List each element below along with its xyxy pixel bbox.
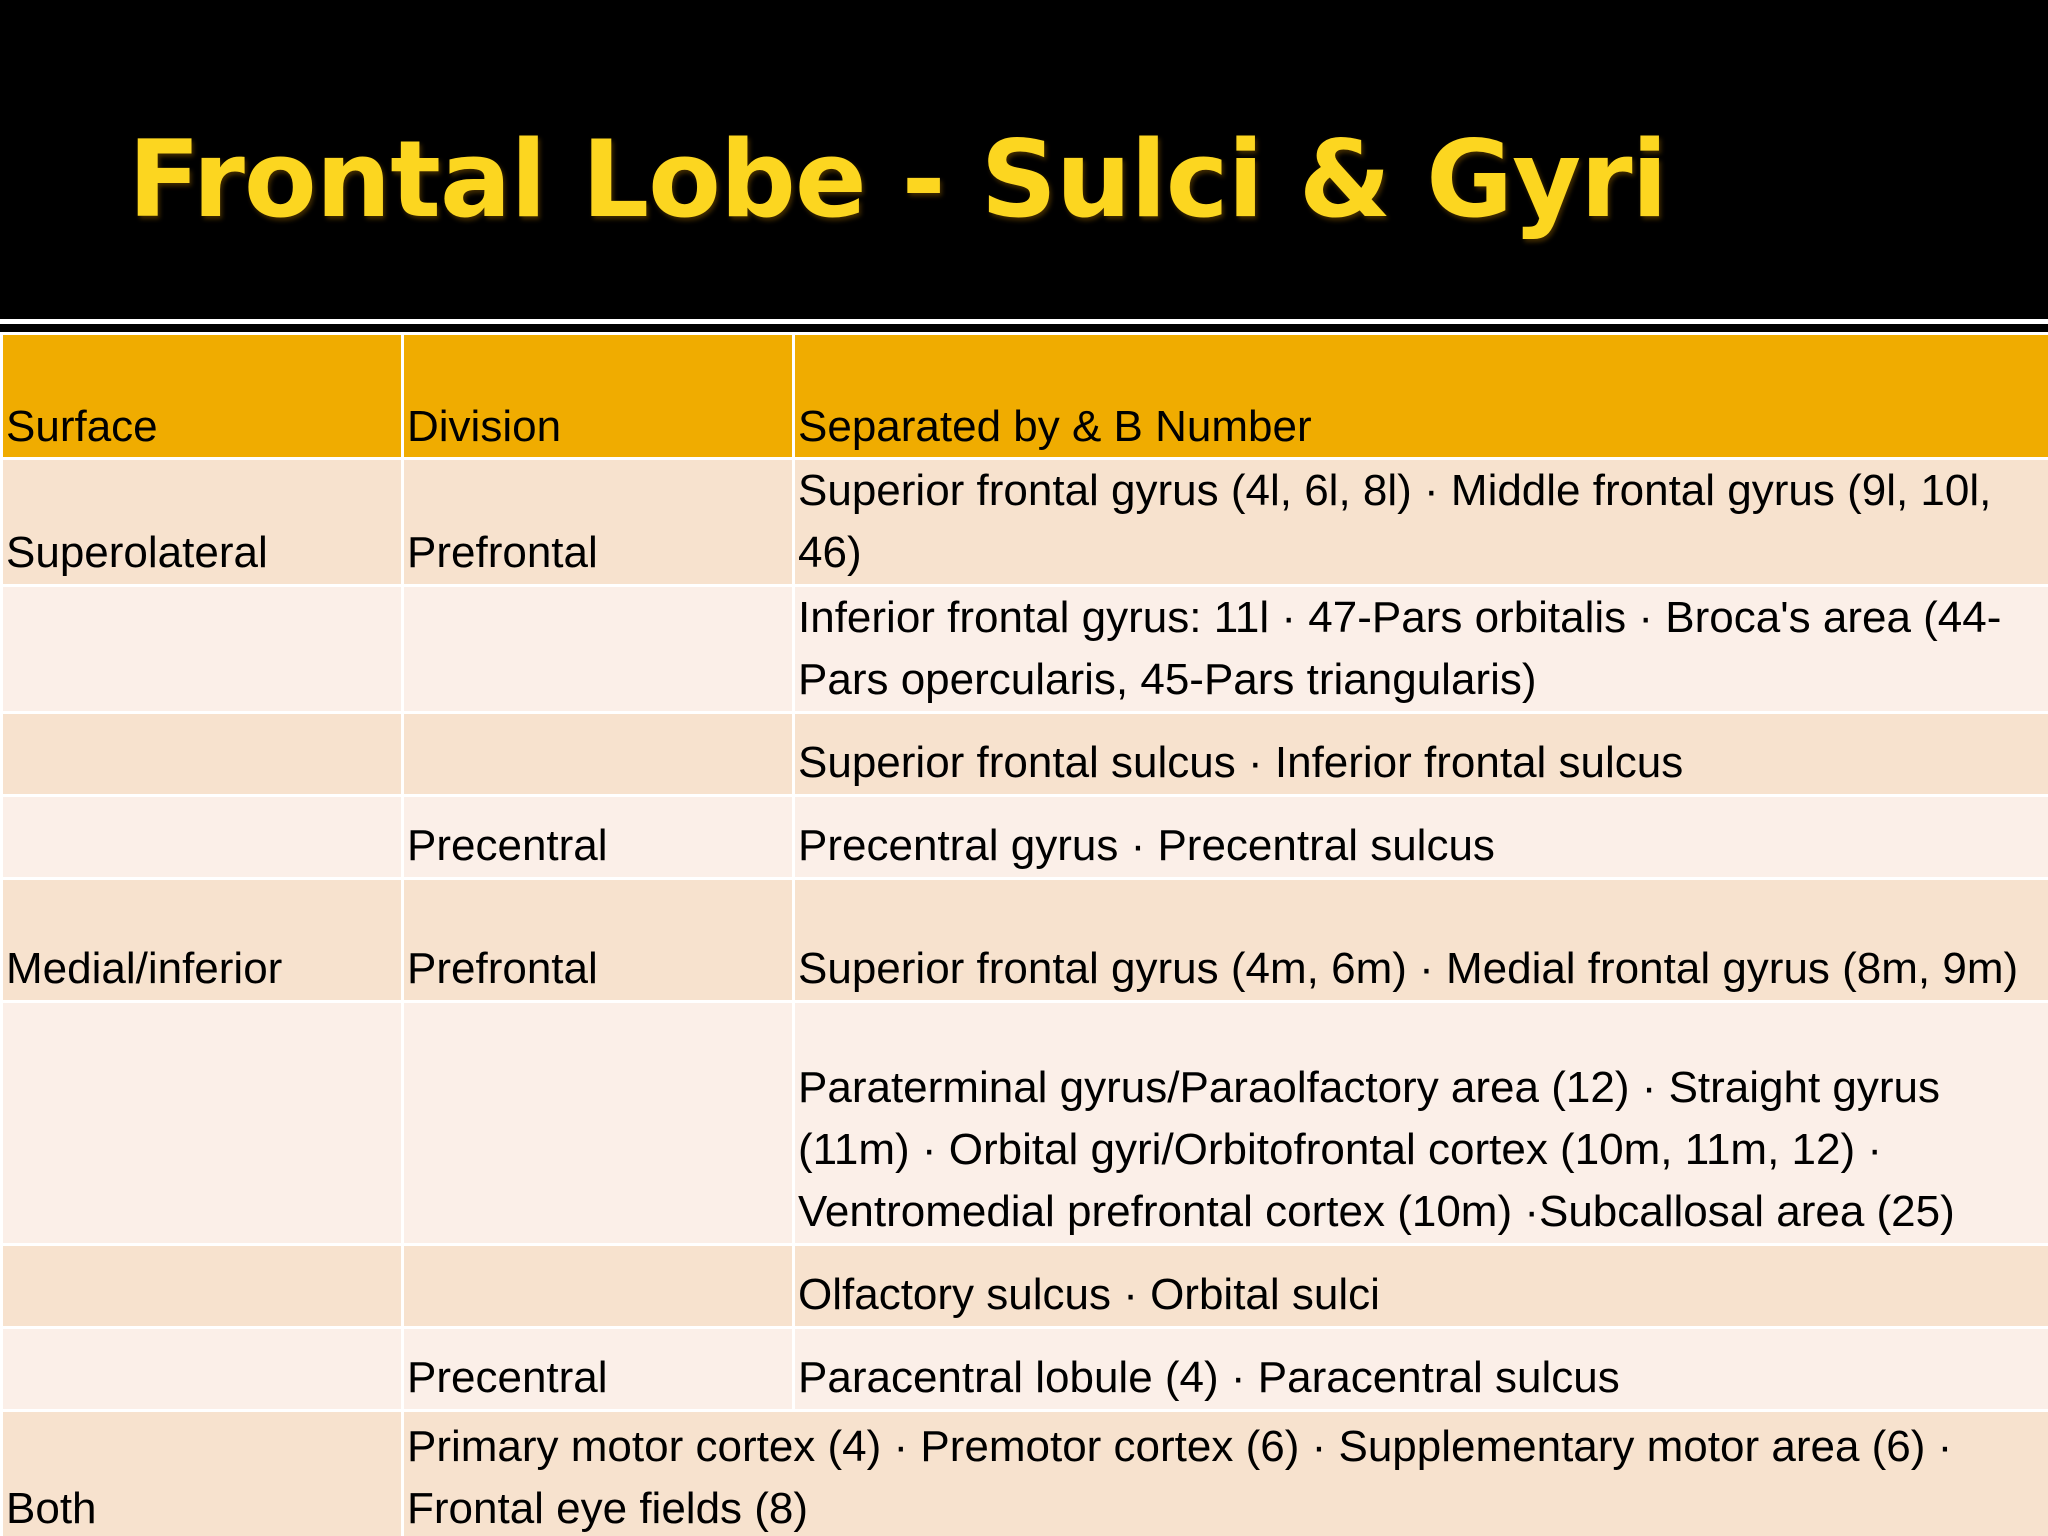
- table-row: [2, 713, 2048, 796]
- table-row: [2, 1411, 2048, 1536]
- surface-cell: Both: [2, 1411, 403, 1536]
- details-cell: Paracentral lobule (4) · Paracentral sulcus: [794, 1328, 2048, 1411]
- surface-cell: [2, 1245, 403, 1328]
- division-cell: [403, 586, 794, 713]
- slide-title: Frontal Lobe - Sulci & Gyri: [128, 118, 1667, 241]
- surface-cell: [2, 713, 403, 796]
- table-row: [2, 1328, 2048, 1411]
- details-cell: Paraterminal gyrus/Paraolfactory area (12) · Straight gyrus (11m) · Orbital gyri/Orbitofrontal cortex (10m, 11m, 12) · Ventromedial prefrontal cortex (10m) ·Subcallosal area (25): [794, 1002, 2048, 1245]
- details-cell: Primary motor cortex (4) · Premotor cortex (6) · Supplementary motor area (6) · Frontal eye fields (8): [403, 1411, 2048, 1536]
- surface-cell: [2, 1328, 403, 1411]
- division-cell: [403, 713, 794, 796]
- details-cell: Superior frontal gyrus (4l, 6l, 8l) · Middle frontal gyrus (9l, 10l, 46): [794, 459, 2048, 586]
- division-cell: [403, 1002, 794, 1245]
- header-surface: Surface: [2, 334, 403, 459]
- surface-cell: [2, 1002, 403, 1245]
- table-header-row: [2, 334, 2048, 459]
- title-divider: [0, 319, 2048, 324]
- table-row: [2, 1002, 2048, 1245]
- division-cell: [403, 1245, 794, 1328]
- table-row: [2, 459, 2048, 586]
- table-row: [2, 586, 2048, 713]
- division-cell: Prefrontal: [403, 879, 794, 1002]
- division-cell: Precentral: [403, 1328, 794, 1411]
- header-division: Division: [403, 334, 794, 459]
- sulci-gyri-table: [0, 332, 2048, 1536]
- table-row: [2, 796, 2048, 879]
- surface-cell: [2, 796, 403, 879]
- sulci-gyri-table-container: [0, 332, 2048, 1536]
- details-cell: Superior frontal sulcus · Inferior frontal sulcus: [794, 713, 2048, 796]
- surface-cell: Superolateral: [2, 459, 403, 586]
- surface-cell: [2, 586, 403, 713]
- details-cell: Precentral gyrus · Precentral sulcus: [794, 796, 2048, 879]
- division-cell: Precentral: [403, 796, 794, 879]
- details-cell: Superior frontal gyrus (4m, 6m) · Medial frontal gyrus (8m, 9m): [794, 879, 2048, 1002]
- table-row: [2, 1245, 2048, 1328]
- details-cell: Inferior frontal gyrus: 11l · 47-Pars orbitalis · Broca's area (44-Pars opercularis, 45-Pars triangularis): [794, 586, 2048, 713]
- division-cell: Prefrontal: [403, 459, 794, 586]
- surface-cell: Medial/inferior: [2, 879, 403, 1002]
- details-cell: Olfactory sulcus · Orbital sulci: [794, 1245, 2048, 1328]
- header-separated-by: Separated by & B Number: [794, 334, 2048, 459]
- table-row: [2, 879, 2048, 1002]
